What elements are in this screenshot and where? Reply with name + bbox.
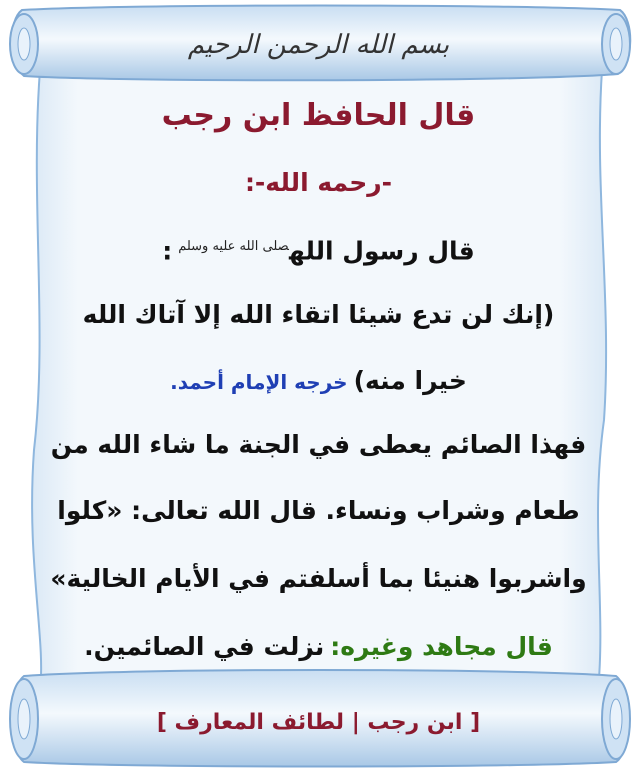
text-line-5: طعام وشراب ونساء. قال الله تعالى: «كلوا [57, 496, 580, 525]
hadith-attribution: خرجه الإمام أحمد. [170, 370, 348, 394]
subtitle: -رحمه الله-: [244, 168, 393, 197]
line1-colon: : [162, 236, 173, 266]
page-title: قال الحافظ ابن رجب [161, 98, 476, 133]
speaker-label: قال مجاهد وغيره: [330, 632, 553, 661]
source-citation: [ ابن رجب | لطائف المعارف ] [156, 710, 481, 735]
text-line-1 [40, 230, 597, 268]
line7-text: نزلت في الصائمين. [84, 632, 325, 661]
line1-text: قال رسول الله [288, 236, 475, 266]
text-line-4: فهذا الصائم يعطى في الجنة ما شاء الله من [50, 430, 587, 459]
text-line-6: واشربوا هنيئا بما أسلفتم في الأيام الخالية» [50, 564, 587, 593]
line3-text: خيرا منه) [353, 366, 467, 395]
basmala-calligraphy: بسم الله الرحمن الرحيم [187, 30, 450, 60]
text-line-3 [40, 364, 597, 399]
text-line-2: (إنك لن تدع شيئا اتقاء الله إلا آتاك الله [82, 300, 555, 329]
text-line-7 [40, 630, 597, 664]
salawat-glyph: صلى الله عليه وسلم [178, 239, 289, 254]
